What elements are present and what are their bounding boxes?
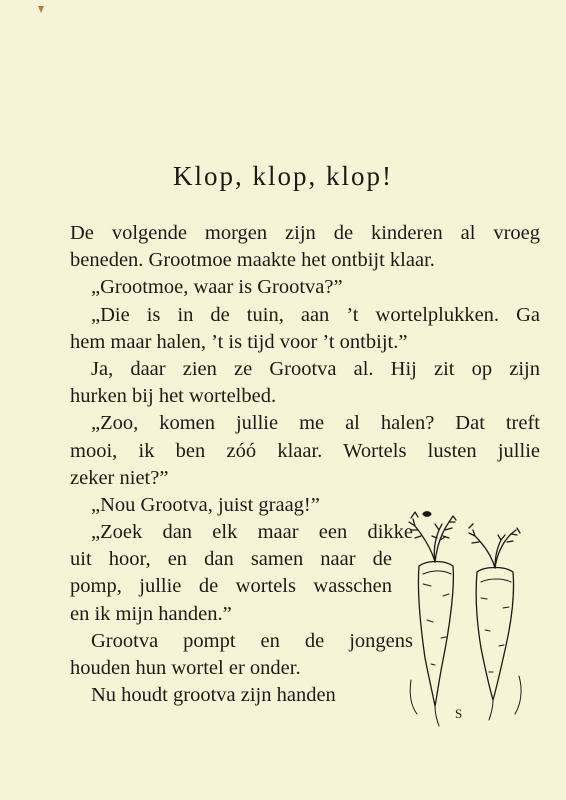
text-line: Grootva pompt en de jongens bbox=[91, 629, 413, 652]
text-line: „Zoo, komen jullie me al halen? Dat treft bbox=[91, 412, 540, 435]
chapter-title: Klop, klop, klop! bbox=[173, 161, 393, 191]
carrot-icon bbox=[418, 562, 453, 707]
text-line: uit hoor, en dan samen naar de bbox=[70, 548, 392, 571]
text-line: „Nou Grootva, juist graag!” bbox=[91, 493, 320, 516]
text-line: „Grootmoe, waar is Grootva?” bbox=[91, 276, 343, 299]
text-line: „Zoek dan elk maar een dikke bbox=[91, 521, 413, 544]
text-line: beneden. Grootmoe maakte het ontbijt klaar. bbox=[70, 249, 435, 272]
text-line: pomp, jullie de wortels wasschen bbox=[70, 575, 392, 598]
monogram: S bbox=[455, 706, 463, 721]
text-line: mooi, ik ben zóó klaar. Wortels lusten jullie bbox=[70, 439, 540, 462]
leaf-icon bbox=[469, 524, 520, 568]
carrots-illustration bbox=[393, 500, 543, 732]
text-line: „Die is in de tuin, aan ’t wortelplukken. Ga bbox=[91, 303, 540, 326]
ornament-mark bbox=[37, 5, 45, 14]
text-line: De volgende morgen zijn de kinderen al vroeg bbox=[70, 222, 540, 244]
carrot-icon bbox=[476, 568, 513, 701]
text-line: hem maar halen, ’t is tijd voor ’t ontbijt.” bbox=[70, 330, 408, 353]
text-line: hurken bij het wortelbed. bbox=[70, 385, 277, 408]
text-line: en ik mijn handen.” bbox=[70, 602, 232, 625]
leaf-icon bbox=[409, 512, 456, 562]
text-line: Ja, daar zien ze Grootva al. Hij zit op zijn bbox=[91, 357, 540, 380]
text-line: houden hun wortel er onder. bbox=[70, 657, 301, 679]
text-line: zeker niet?” bbox=[70, 466, 169, 489]
text-line: Nu houdt grootva zijn handen bbox=[91, 684, 336, 707]
